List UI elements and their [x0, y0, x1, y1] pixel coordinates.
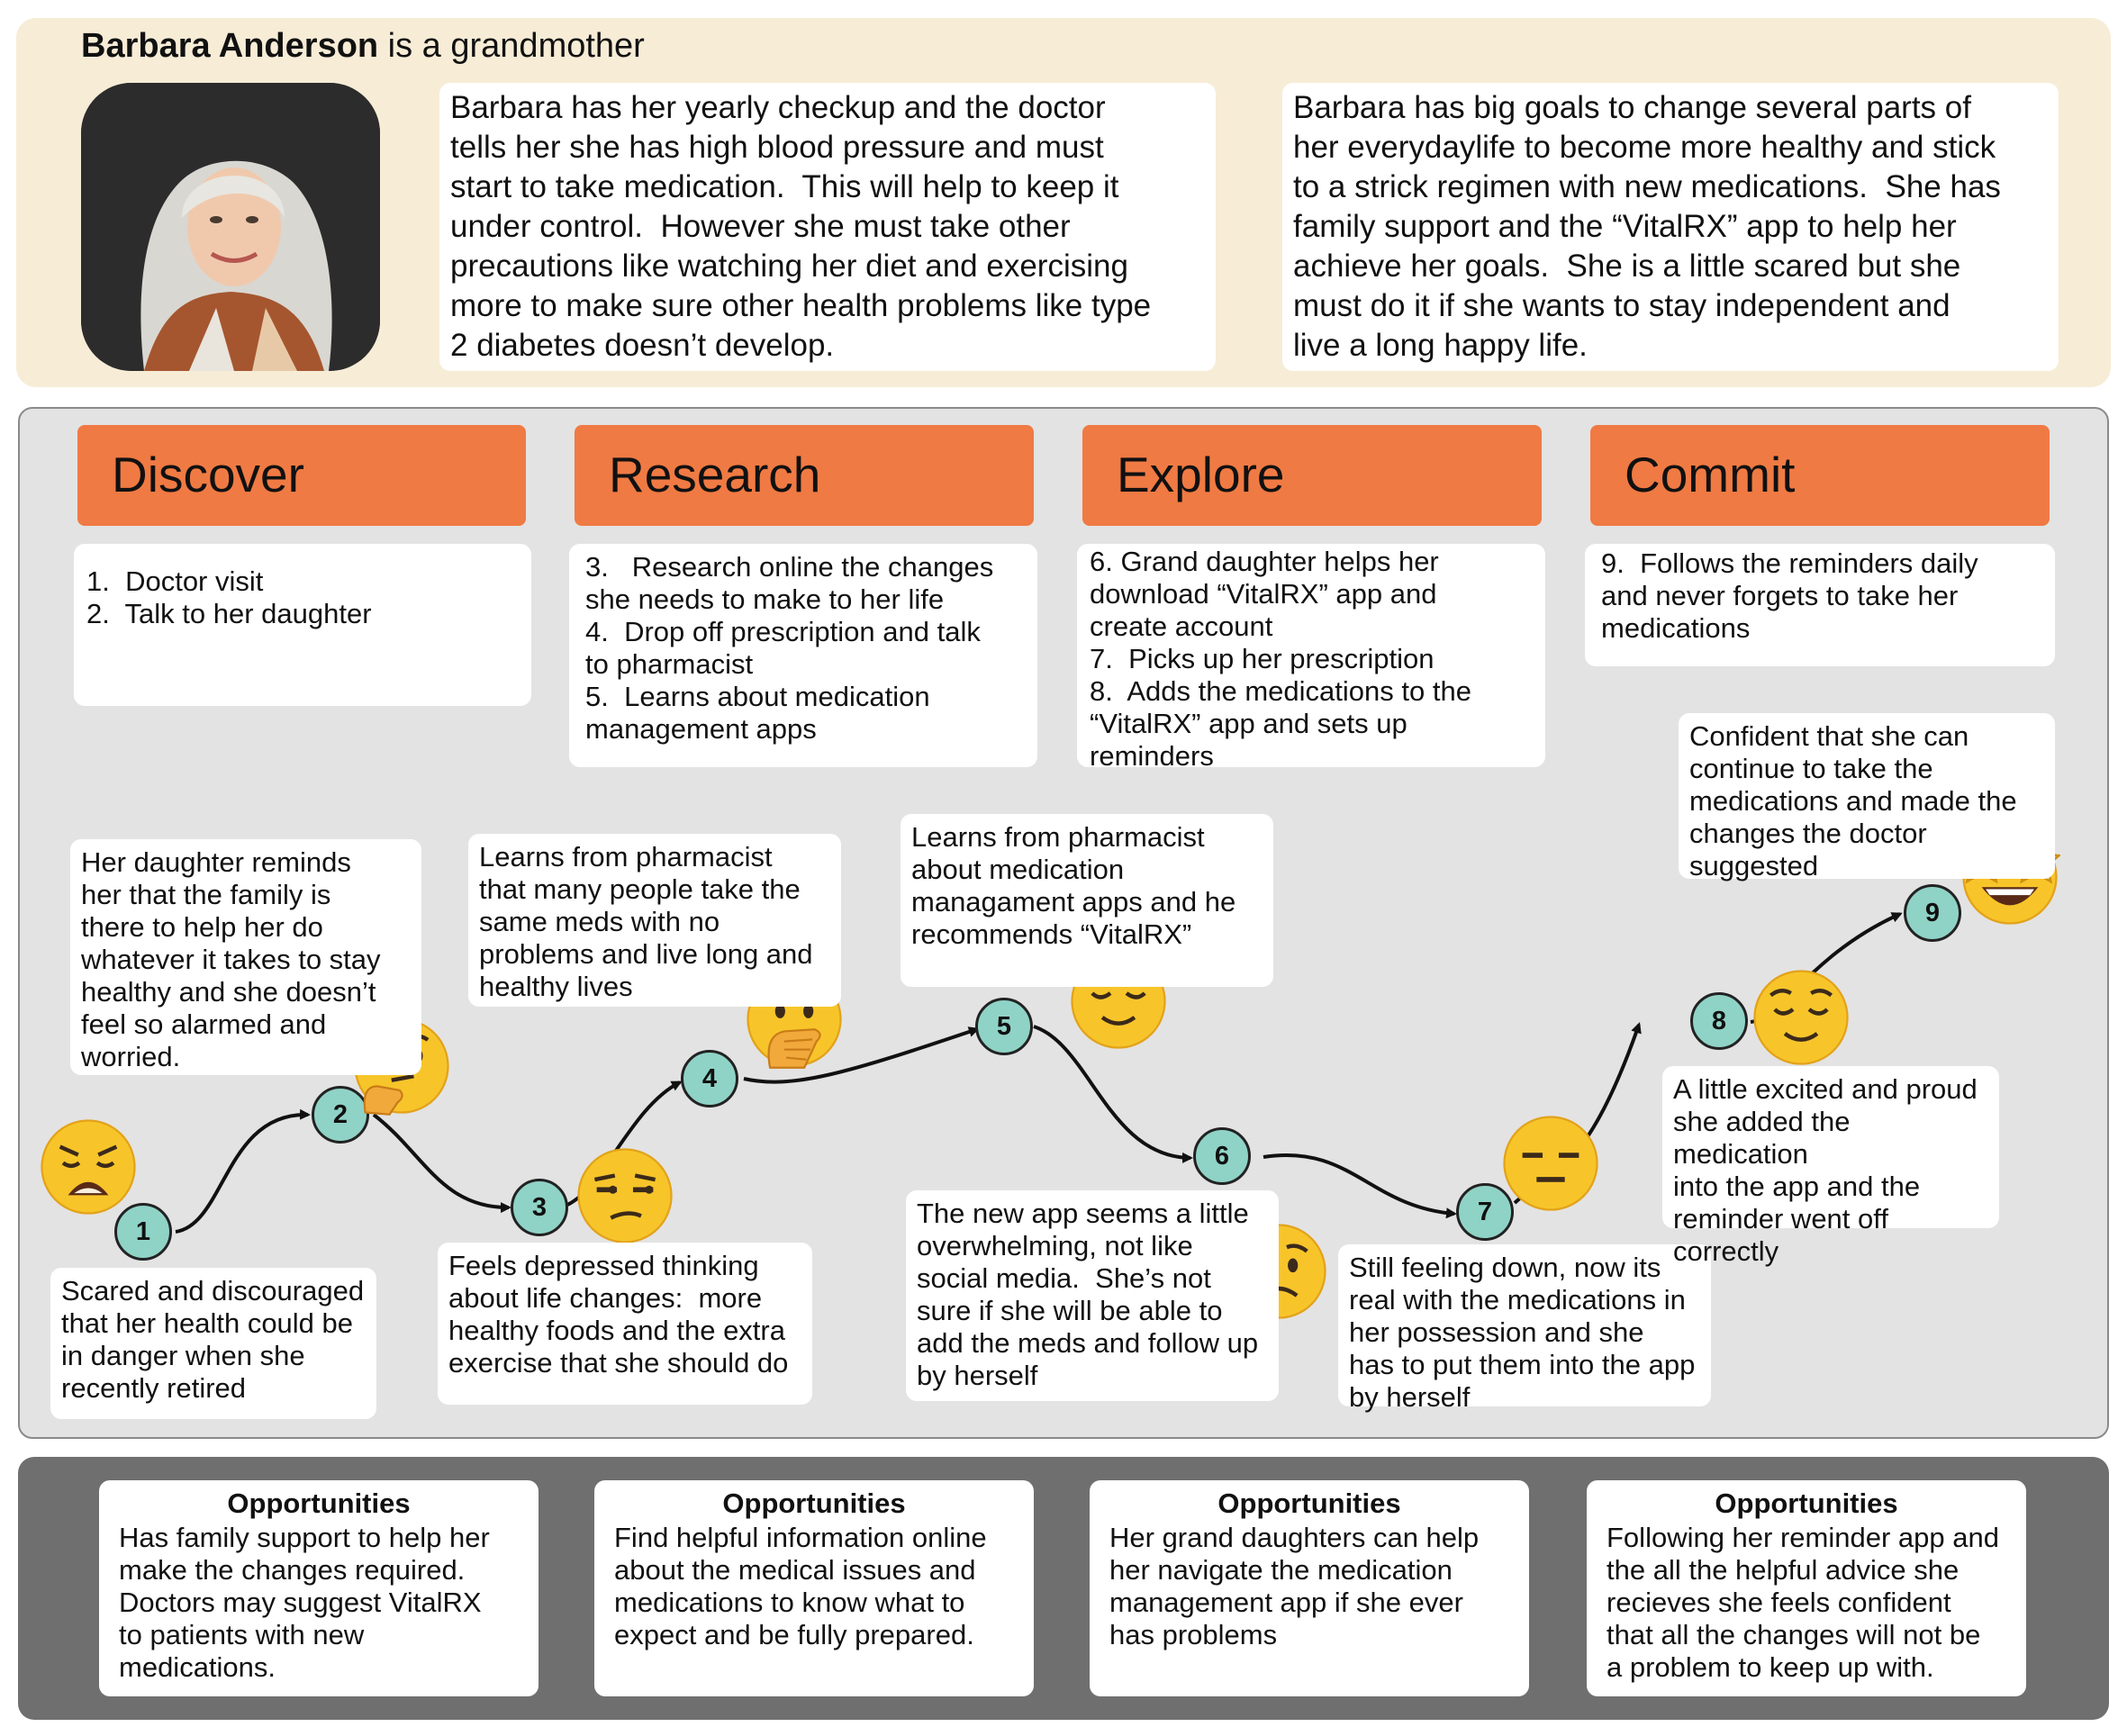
emotion-note-8-text: A little excited and proud she added the medication into the app and the reminder went off correctly — [1673, 1073, 1978, 1267]
emotion-note-3-text: Feels depressed thinking about life changes: more healthy foods and the extra exercise that she should do — [448, 1250, 789, 1379]
emotion-note-5 — [901, 814, 1273, 987]
steps-commit-text: 9. Follows the reminders daily and never forgets to take her medications — [1601, 547, 1978, 644]
emotion-note-6 — [906, 1190, 1279, 1401]
story-left-text: Barbara has her yearly checkup and the doctor tells her she has high blood pressure and must start to take medication. This will help to keep it under control. However she must take other precautions like watching her diet and exercising more to make sure other health problems like type 2 diabetes doesn’t develop. — [450, 90, 1152, 363]
emotion-note-5-text: Learns from pharmacist about medication managament apps and he recommends “VitalRX” — [911, 821, 1236, 950]
persona-role: is a grandmother — [378, 27, 645, 65]
opportunity-text-3: Her grand daughters can help her navigate the medication management app if she ever has problems — [1109, 1522, 1480, 1650]
steps-research-text: 3. Research online the changes she needs to make to her life 4. Drop off prescription and talk to pharmacist 5. Learns about medication management apps — [585, 551, 994, 745]
emotion-note-7 — [1338, 1244, 1711, 1413]
journey-node-1: 1 — [114, 1203, 172, 1261]
story-right-text: Barbara has big goals to change several parts of her everydaylife to become more healthy and stick to a strick regimen with new medications. She has family support and the “VitalRX” app to help her achieve her goals. She is a little scared but she must do it if she wants to stay independent and live a long happy life. — [1293, 90, 2001, 363]
steps-explore-text: 6. Grand daughter helps her download “VitalRX” app and create account 7. Picks up her prescription 8. Adds the medications to the “VitalRX” app and sets up reminders — [1090, 546, 1471, 772]
opportunity-title: Opportunities — [1715, 1487, 1898, 1519]
opportunity-title: Opportunities — [722, 1487, 906, 1519]
phase-research: Research — [575, 425, 1034, 526]
journey-node-3: 3 — [511, 1179, 568, 1236]
opportunity-text-1: Has family support to help her make the changes required. Doctors may suggest VitalRX to patients with new medications. — [119, 1522, 490, 1683]
opportunity-text-2: Find helpful information online about the medical issues and medications to know what to expect and be fully prepared. — [614, 1522, 987, 1650]
emotion-note-7-text: Still feeling down, now its real with the medications in her possession and she has to put them into the app by herself — [1349, 1252, 1696, 1413]
emotion-note-4-text: Learns from pharmacist that many people take the same meds with no problems and live long and healthy lives — [479, 841, 813, 1002]
persona-name: Barbara Anderson — [81, 27, 379, 65]
emotion-note-3 — [438, 1243, 812, 1405]
opportunity-card-3 — [1090, 1480, 1529, 1696]
unamused-face-icon — [575, 1145, 675, 1246]
emotion-note-9 — [1679, 713, 2055, 882]
opportunity-card-4 — [1587, 1480, 2026, 1696]
journey-node-9: 9 — [1904, 884, 1961, 942]
journey-node-4: 4 — [681, 1050, 738, 1108]
journey-node-6: 6 — [1193, 1127, 1251, 1185]
journey-node-5: 5 — [975, 998, 1033, 1055]
emotion-note-1-text: Scared and discouraged that her health could be in danger when she recently retired — [61, 1275, 365, 1404]
journey-node-2: 2 — [312, 1086, 369, 1144]
phase-explore: Explore — [1082, 425, 1542, 526]
opportunity-card-1 — [99, 1480, 539, 1696]
emotion-note-2 — [70, 839, 421, 1075]
opportunity-title: Opportunities — [1217, 1487, 1401, 1519]
emotion-note-4 — [468, 834, 841, 1007]
expressionless-face-icon — [1500, 1113, 1601, 1214]
opportunity-text-4: Following her reminder app and the all the helpful advice she recieves she feels confident that all the changes will not be a problem to keep up with. — [1607, 1522, 1999, 1683]
phase-commit: Commit — [1590, 425, 2050, 526]
emotion-note-8 — [1662, 1066, 1999, 1267]
opportunity-card-2 — [594, 1480, 1034, 1696]
emotion-note-6-text: The new app seems a little overwhelming, not like social media. She’s not sure if she will be able to add the meds and follow up by herself — [917, 1198, 1259, 1391]
emotion-note-9-text: Confident that she can continue to take the medications and made the changes the doctor suggested — [1689, 720, 2017, 882]
opportunity-title: Opportunities — [227, 1487, 411, 1519]
steps-discover-text: 1. Doctor visit 2. Talk to her daughter — [86, 565, 372, 629]
weary-face-icon — [38, 1117, 139, 1217]
journey-node-7: 7 — [1456, 1183, 1514, 1241]
emotion-note-2-text: Her daughter reminds her that the family is there to help her do whatever it takes to stay healthy and she doesn’t feel so alarmed and worried. — [81, 846, 381, 1072]
relieved-face-2-icon — [1751, 967, 1851, 1068]
journey-node-8: 8 — [1690, 992, 1748, 1050]
phase-discover: Discover — [77, 425, 526, 526]
emotion-note-1 — [50, 1268, 376, 1419]
